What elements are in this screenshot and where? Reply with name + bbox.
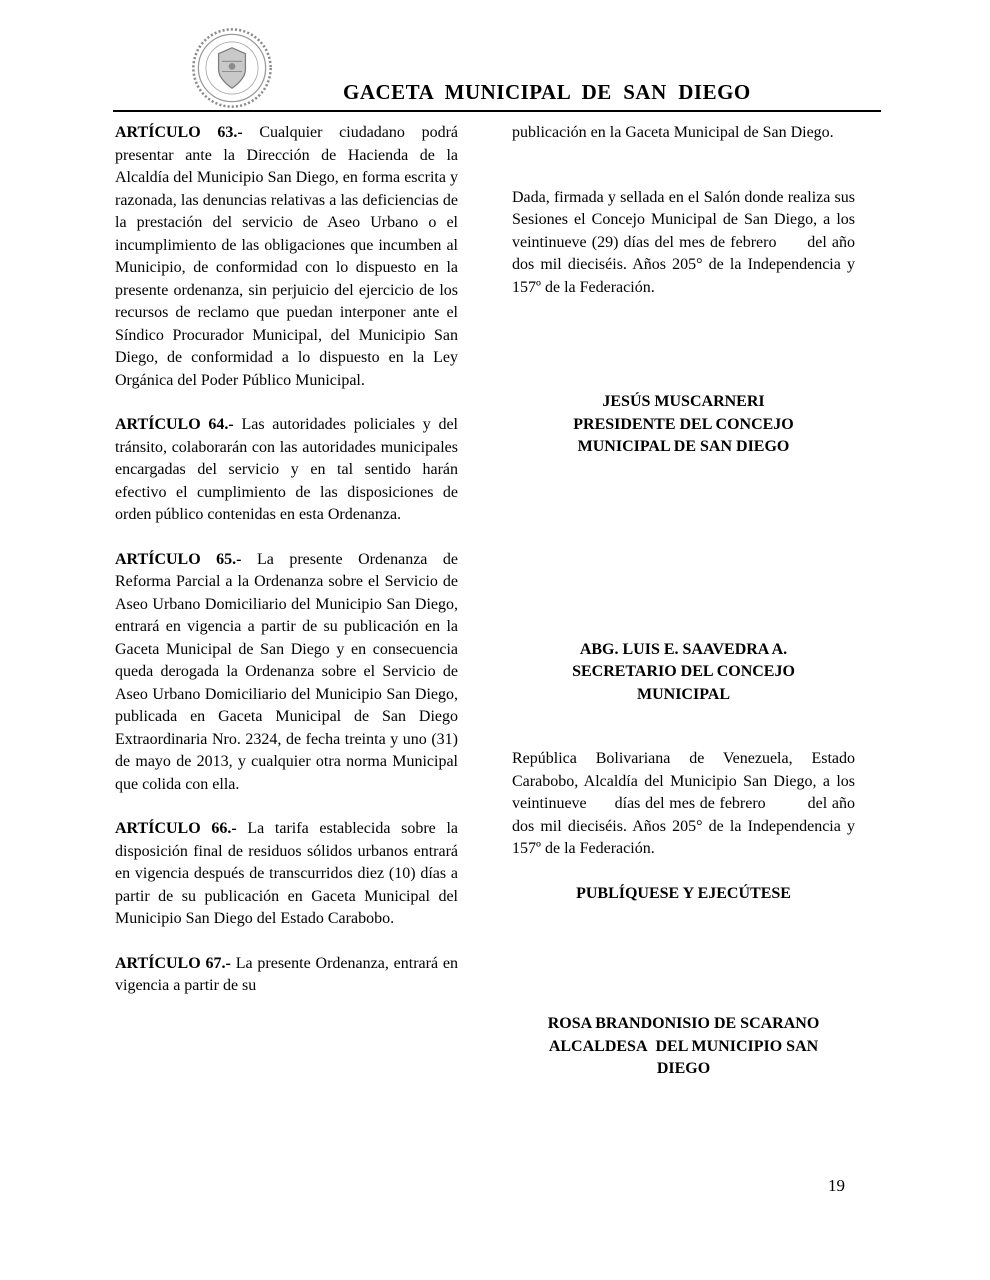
- article-66-label: ARTÍCULO 66.-: [115, 820, 237, 837]
- article-63-text: Cualquier ciudadano podrá presentar ante la Dirección de Hacienda de la Alcaldía del Municipio San Diego, en forma escrita y razonada, las denuncias relativas a las deficiencias de la prestación del servicio de Aseo Urbano o el incumplimiento de las obligaciones que incumben al Municipio, de conformidad con lo dispuesto en la presente ordenanza, sin perjuicio del ejercicio de los recursos de reclamo que puedan interponer ante el Síndico Procurador Municipal, del Municipio San Diego, de conformidad a lo dispuesto en la Ley Orgánica del Poder Público Municipal.: [115, 124, 459, 389]
- article-67-paragraph: [115, 953, 458, 998]
- page-number: 19: [828, 1176, 845, 1195]
- coat-of-arms-logo: [188, 26, 276, 110]
- page-title: GACETA MUNICIPAL DE SAN DIEGO: [343, 80, 751, 104]
- left-column: [115, 122, 458, 1020]
- president-name: JESÚS MUSCARNERI: [602, 393, 765, 410]
- president-title-line-2: MUNICIPAL DE SAN DIEGO: [577, 438, 790, 455]
- signature-block-president: [512, 391, 855, 459]
- article-64-text: Las autoridades policiales y del tránsito, colaborarán con las autoridades municipales encargadas del servicio y en tal sentido harán efectivo el cumplimiento de las disposiciones de orden público contenidas en esta Ordenanza.: [115, 416, 459, 523]
- article-65-label: ARTÍCULO 65.-: [115, 550, 242, 568]
- article-64-label: ARTÍCULO 64.-: [115, 416, 234, 433]
- article-67-label: ARTÍCULO 67.-: [115, 954, 231, 972]
- article-65-paragraph: [115, 549, 458, 797]
- article-64-paragraph: [115, 414, 458, 527]
- president-title-line-1: PRESIDENTE DEL CONCEJO: [573, 415, 794, 433]
- article-65-text: La presente Ordenanza de Reforma Parcial a la Ordenanza sobre el Servicio de Aseo Urbano Domiciliario del Municipio San Diego, entrará en vigencia a partir de su publicación en la Gaceta Municipal de San Diego y en consecuencia queda derogada la Ordenanza sobre el Servicio de Aseo Urbano Domiciliario del Municipio San Diego, publicada en Gaceta Municipal de San Diego Extraordinaria Nro. 2324, de fecha treinta y uno (31) de mayo de 2013, y cualquier otra norma Municipal que colida con ella.: [115, 550, 458, 793]
- secretary-name: ABG. LUIS E. SAAVEDRA A.: [579, 640, 788, 658]
- secretary-title-line-1: SECRETARIO DEL CONCEJO: [572, 663, 795, 680]
- article-66-paragraph: [115, 818, 458, 931]
- article-63-label: ARTÍCULO 63.-: [115, 124, 243, 141]
- mayor-title-line-2: DIEGO: [656, 1060, 711, 1077]
- header-divider: [113, 110, 881, 112]
- coat-of-arms-seal-icon: [188, 26, 276, 110]
- article-63-paragraph: [115, 122, 458, 392]
- article-67-continuation-text: publicación en la Gaceta Municipal de San Diego.: [512, 124, 834, 141]
- signature-block-mayor: [512, 1013, 855, 1081]
- article-66-text: La tarifa establecida sobre la disposición final de residuos sólidos urbanos entrará en vigencia después de transcurridos diez (10) días a partir de su publicación en Gaceta Municipal del Municipio San Diego del Estado Carabobo.: [115, 820, 459, 927]
- republica-paragraph: República Bolivariana de Venezuela, Estado Carabobo, Alcaldía del Municipio San Diego, a los veintinueve días del mes de febrero del año dos mil dieciséis. Años 205° de la Independencia y 157º de la Federación.: [512, 750, 855, 857]
- secretary-title-line-2: MUNICIPAL: [636, 685, 731, 703]
- right-column: [512, 122, 855, 1081]
- dada-firmada-paragraph: Dada, firmada y sellada en el Salón donde realiza sus Sesiones el Concejo Municipal de San Diego, a los veintinueve (29) días del mes de febrero del año dos mil dieciséis. Años 205° de la Independencia y 157º de la Federación.: [512, 188, 855, 296]
- article-67-text: La presente Ordenanza, entrará en vigencia a partir de su: [115, 954, 459, 994]
- mayor-title-line-1: ALCALDESA DEL MUNICIPIO SAN: [548, 1037, 819, 1055]
- mayor-name: ROSA BRANDONISIO DE SCARANO: [547, 1015, 820, 1032]
- signature-block-secretary: [512, 639, 855, 707]
- publiquese-heading: PUBLÍQUESE Y EJECÚTESE: [576, 884, 791, 902]
